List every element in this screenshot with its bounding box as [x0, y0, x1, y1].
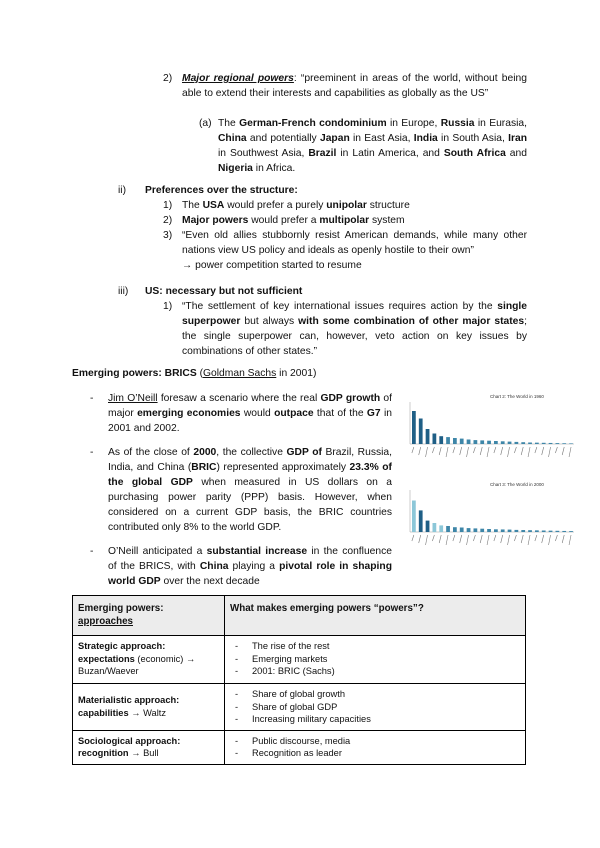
prefs-item-3-num: 3): [163, 230, 173, 241]
chart-bar: [515, 442, 519, 444]
chart-tick-label: [521, 447, 523, 455]
chart-bar: [439, 525, 443, 532]
brics-bullet-2: As of the close of 2000, the collective GDP of Brazil, Russia, India, and China (BRIC) represented approximately 23.3% of the global GDP when measured in US dollars on a purchasing power parity (PPP) basis. However, when considered on a current GDP basis, the BRIC countries contributed only 8% to the world GDP.: [108, 447, 392, 533]
chart-bar: [433, 523, 437, 532]
us-num: iii): [118, 286, 129, 297]
chart-bar: [419, 510, 423, 532]
chart-tick-label: [562, 447, 564, 455]
chart-1960: [410, 394, 574, 457]
prefs-item-3: “Even old allies stubbornly resist American demands, while many other nations view US policy and ideals as openly hostile to their own” → power competition started to resume: [182, 230, 527, 271]
table-cell-approach: Materialistic approach: capabilities → Waltz: [73, 684, 225, 731]
chart-bar: [508, 442, 512, 444]
chart-bar: [549, 531, 553, 532]
table-cell-approach: Sociological approach: recognition → Bull: [73, 730, 225, 764]
chart-bar: [562, 443, 566, 444]
list-item: - 2001: BRIC (Sachs): [230, 665, 520, 678]
chart-tick-label: [494, 447, 496, 453]
brics-bullet-3: O’Neill anticipated a substantial increase in the confluence of the BRICS, with China playing a pivotal role in shaping world GDP over the next decade: [108, 546, 393, 587]
chart-bar: [480, 529, 484, 532]
chart-bar: [521, 442, 525, 444]
table-header-left: Emerging powers: approaches: [73, 596, 225, 636]
chart-bar: [535, 443, 539, 444]
chart-tick-label: [480, 535, 482, 543]
chart-bar: [515, 530, 519, 532]
us-paragraph: “The settlement of key international issues requires action by the single superpower but always with some combination of other major states; the single superpower can, however, veto action on key issues by combinations of other states.”: [182, 301, 527, 357]
chart-bar: [453, 527, 457, 532]
chart-tick-label: [426, 535, 428, 545]
chart-tick-label: [412, 535, 414, 541]
chart-tick-label: [514, 535, 516, 541]
chart-tick-label: [542, 535, 544, 543]
chart-bar: [419, 419, 423, 445]
approaches-table: [72, 595, 526, 765]
gdp-charts: [402, 390, 580, 570]
chart-bar: [569, 443, 573, 444]
chart-bar: [453, 438, 457, 444]
chart-tick-label: [487, 447, 489, 457]
chart-bar: [521, 530, 525, 532]
bullet-dash: -: [90, 546, 94, 557]
arrow-icon: →: [182, 260, 193, 271]
table-cell-approach: Strategic approach: expectations (economic) → Buzan/Waever: [73, 636, 225, 684]
chart-bar: [426, 429, 430, 444]
bullet-dash: -: [90, 447, 94, 458]
chart-tick-label: [419, 447, 421, 455]
chart-bar: [467, 440, 471, 445]
chart-bar: [494, 529, 498, 532]
regional-paragraph: [182, 71, 527, 101]
chart-tick-label: [446, 447, 448, 457]
chart-tick-label: [467, 535, 469, 545]
chart-bar: [549, 443, 553, 444]
chart-tick-label: [508, 447, 510, 457]
chart-tick-label: [535, 447, 537, 453]
chart-title: Chart 3: The World in 2000: [490, 482, 544, 487]
chart-tick-label: [569, 447, 571, 457]
prefs-item-2: Major powers would prefer a multipolar system: [182, 215, 405, 226]
list-item: - The rise of the rest: [230, 640, 520, 653]
table-cell-items: [225, 730, 526, 764]
brics-heading: Emerging powers: BRICS (Goldman Sachs in 2001): [72, 368, 317, 379]
chart-bar: [480, 440, 484, 444]
goldman-sachs-link[interactable]: Goldman Sachs: [203, 368, 277, 379]
chart-bar: [412, 411, 416, 444]
chart-tick-label: [480, 447, 482, 455]
chart-tick-label: [453, 447, 455, 453]
prefs-item-1: The USA would prefer a purely unipolar structure: [182, 200, 410, 211]
regional-sub-num: (a): [199, 118, 212, 129]
table-row: [73, 730, 526, 764]
table-header-row: [73, 596, 526, 636]
chart-2000: [410, 482, 574, 545]
chart-bar: [569, 531, 573, 532]
chart-tick-label: [453, 535, 455, 541]
chart-bar: [556, 531, 560, 532]
list-item: - Emerging markets: [230, 653, 520, 666]
chart-tick-label: [467, 447, 469, 457]
chart-tick-label: [555, 447, 557, 453]
chart-tick-label: [528, 535, 530, 545]
chart-bar: [562, 531, 566, 532]
chart-tick-label: [555, 535, 557, 541]
chart-bar: [501, 529, 505, 532]
chart-tick-label: [426, 447, 428, 457]
table-row: [73, 684, 526, 731]
chart-tick-label: [432, 447, 434, 453]
chart-bar: [508, 530, 512, 532]
chart-tick-label: [542, 447, 544, 455]
chart-title: Chart 2: The World in 1960: [490, 394, 544, 399]
list-item: - Recognition as leader: [230, 747, 520, 760]
chart-tick-label: [562, 535, 564, 543]
chart-tick-label: [521, 535, 523, 543]
chart-tick-label: [460, 535, 462, 543]
bullet-dash: -: [90, 393, 94, 404]
chart-bar: [439, 436, 443, 444]
table-row: [73, 636, 526, 684]
chart-tick-label: [439, 535, 441, 543]
chart-bar: [460, 439, 464, 444]
prefs-item-1-num: 1): [163, 200, 173, 211]
chart-tick-label: [549, 535, 551, 545]
prefs-heading: Preferences over the structure:: [145, 185, 298, 196]
chart-tick-label: [460, 447, 462, 455]
regional-num: 2): [163, 73, 173, 84]
chart-bar: [494, 441, 498, 444]
chart-bar: [501, 441, 505, 444]
chart-tick-label: [439, 447, 441, 455]
chart-bar: [426, 521, 430, 532]
chart-bar: [556, 443, 560, 444]
chart-tick-label: [569, 535, 571, 545]
chart-bar: [433, 434, 437, 445]
prefs-num: ii): [118, 185, 127, 196]
list-item: - Public discourse, media: [230, 735, 520, 748]
chart-tick-label: [487, 535, 489, 545]
chart-tick-label: [412, 447, 414, 453]
regional-text: : “preeminent in areas of the world, without being able to extend their interests and capabilities as globally as the US”: [182, 73, 527, 99]
chart-bar: [535, 530, 539, 532]
table-cell-items: [225, 684, 526, 731]
prefs-item-2-num: 2): [163, 215, 173, 226]
chart-bar: [528, 443, 532, 445]
chart-tick-label: [473, 535, 475, 541]
us-heading: US: necessary but not sufficient: [145, 286, 303, 297]
chart-bar: [446, 437, 450, 444]
chart-tick-label: [419, 535, 421, 543]
chart-bar: [542, 443, 546, 444]
chart-bar: [487, 529, 491, 532]
chart-bar: [412, 501, 416, 533]
chart-tick-label: [432, 535, 434, 541]
list-item: - Share of global growth: [230, 688, 520, 701]
chart-tick-label: [549, 447, 551, 457]
chart-bar: [542, 531, 546, 533]
chart-tick-label: [514, 447, 516, 453]
chart-bar: [528, 530, 532, 532]
chart-bar: [467, 528, 471, 532]
regional-term: Major regional powers: [182, 73, 294, 84]
chart-tick-label: [473, 447, 475, 453]
chart-bar: [474, 440, 478, 444]
list-item: - Increasing military capacities: [230, 713, 520, 726]
chart-tick-label: [494, 535, 496, 541]
chart-tick-label: [501, 535, 503, 543]
chart-tick-label: [501, 447, 503, 455]
chart-tick-label: [508, 535, 510, 545]
brics-bullet-1: Jim O’Neill foresaw a scenario where the real GDP growth of major emerging economies would outpace that of the G7 in 2001 and 2002.: [108, 393, 393, 434]
chart-bar: [487, 441, 491, 444]
regional-sub-paragraph: The German-French condominium in Europe, Russia in Eurasia, China and potentially Japan in East Asia, India in South Asia, Iran in Southwest Asia, Brazil in Latin America, and South Africa and Nigeria in Africa.: [218, 118, 527, 174]
chart-bar: [446, 526, 450, 532]
chart-tick-label: [535, 535, 537, 541]
table-cell-items: [225, 636, 526, 684]
chart-tick-label: [446, 535, 448, 545]
table-header-right: What makes emerging powers “powers”?: [225, 596, 526, 636]
list-item: - Share of global GDP: [230, 701, 520, 714]
chart-bar: [460, 528, 464, 533]
chart-tick-label: [528, 447, 530, 457]
jim-oneill-link[interactable]: Jim O’Neill: [108, 393, 158, 404]
chart-bar: [474, 528, 478, 532]
us-item-num: 1): [163, 301, 173, 312]
